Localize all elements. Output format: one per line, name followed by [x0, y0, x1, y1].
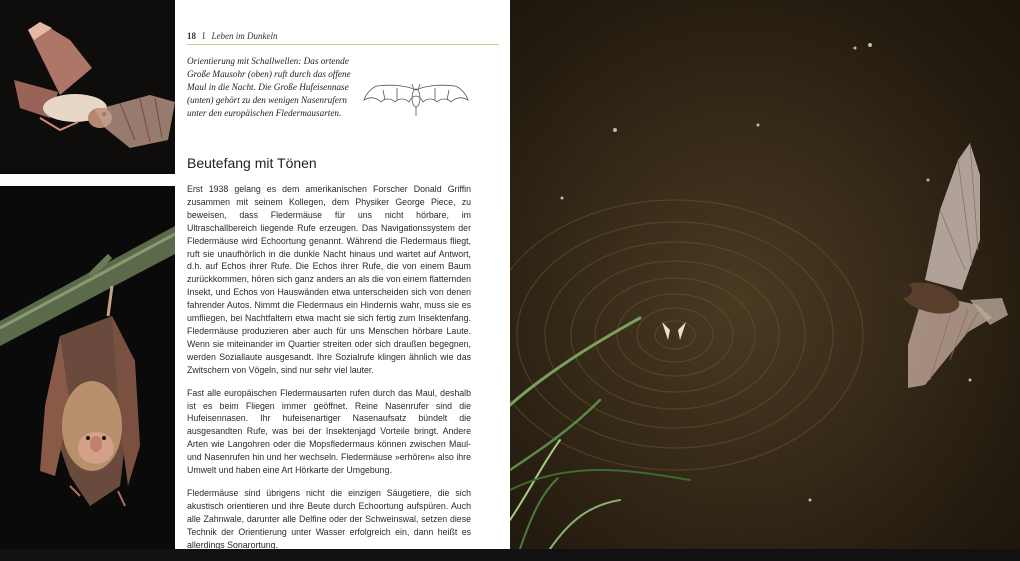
paragraph: Fledermäuse sind übrigens nicht die einzigen Säugetiere, die sich akustisch orientieren und ihre Beute durch Echoortung aufspüren. Auch alle Zahnwale, darunter alle Delfine oder der Schweinswal, setzen diese Technik der Orientierung unter Wasser erfolgreich ein, dann heißt es allerdings Sonarortung.: [187, 487, 471, 550]
water-ripple-illustration: [510, 0, 1020, 549]
flying-bat-right: [892, 143, 1008, 388]
left-photo-column: [0, 0, 175, 549]
image-caption: Orientierung mit Schallwellen: Das ortende Große Mausohr (oben) ruft durch das offene Maul in die Nacht. Die Große Hufeisennase (unten) gehört zu den wenigen Nasenrufern unter den europäischen Fledermausarten.: [187, 56, 351, 118]
paragraph: Fast alle europäischen Fledermausarten rufen durch das Maul, deshalb ist es beim Fliegen immer geöffnet. Reine Nasenrufer sind die Hufeisennasen. Ihr hufeisenartiger Nasenaufsatz bündelt die ausgesandten Rufe, was bei der Insektenjagd Vorteile bringt. Andere Arten wie Langohren oder die Mopsfledermaus können zwischen Maul- und Nasenrufen hin und her wechseln. Fledermäuse »erhören« also ihre Umwelt und haben eine Art Hörkarte der Umgebung.: [187, 387, 471, 476]
photo-separator: [0, 174, 175, 186]
hanging-bat-photo: [0, 186, 175, 549]
flying-bat-photo: [0, 0, 175, 174]
paragraph: Erst 1938 gelang es dem amerikanischen Forscher Donald Griffin zusammen mit seinem Kollegen, dem Physiker George Piece, zu beweisen, dass Fledermäuse für uns nicht hörbare, im Ultraschallbereich liegende Rufe erzeugen. Das Navigationssystem der Fledermäuse wird Echoortung genannt. Während die Fledermaus fliegt, ruft sie unaufhörlich in die dunkle Nacht hinaus und wartet auf Antwort, d.h. auf Echos ihrer Rufe. Die Echos ihrer Rufe, die von einem Baum zurückkommen, hören sich ganz anders an als die von einem flatternden Insekt, und Echos von Hauswänden etwa unterscheiden sich von denen fahrender Autos. Nimmt die Fledermaus ein Hindernis wahr, muss sie es umfliegen, bei Nachtfaltern etwa macht sie sich fertig zum Insektenfang. Fledermäuse produzieren aber auch für uns Menschen hörbare Laute. Wenn sie miteinander im Quartier streiten oder sich draußen begegnen, werden Soziallaute ausgesandt. Ihre Sozialrufe klingen ähnlich wie das Zwitschern von Vögeln, sind nur sehr viel lauter.: [187, 184, 471, 375]
hanging-bat-illustration: [0, 186, 175, 549]
flying-bat-illustration: [0, 0, 175, 174]
water-sparkles: [561, 43, 972, 502]
grass-blades: [510, 318, 690, 549]
running-head: [187, 30, 499, 45]
bat-over-water-photo: [510, 0, 1020, 549]
moth: [662, 322, 686, 340]
body-text: [187, 183, 471, 561]
running-head-separator: I: [202, 31, 206, 41]
text-page: [175, 0, 510, 549]
bat-sketch-icon: [363, 76, 469, 118]
page-number: 18: [187, 31, 196, 41]
section-heading: Beutefang mit Tönen: [187, 155, 317, 171]
chapter-title: Leben im Dunkeln: [211, 31, 278, 41]
water-ripples: [510, 200, 863, 470]
